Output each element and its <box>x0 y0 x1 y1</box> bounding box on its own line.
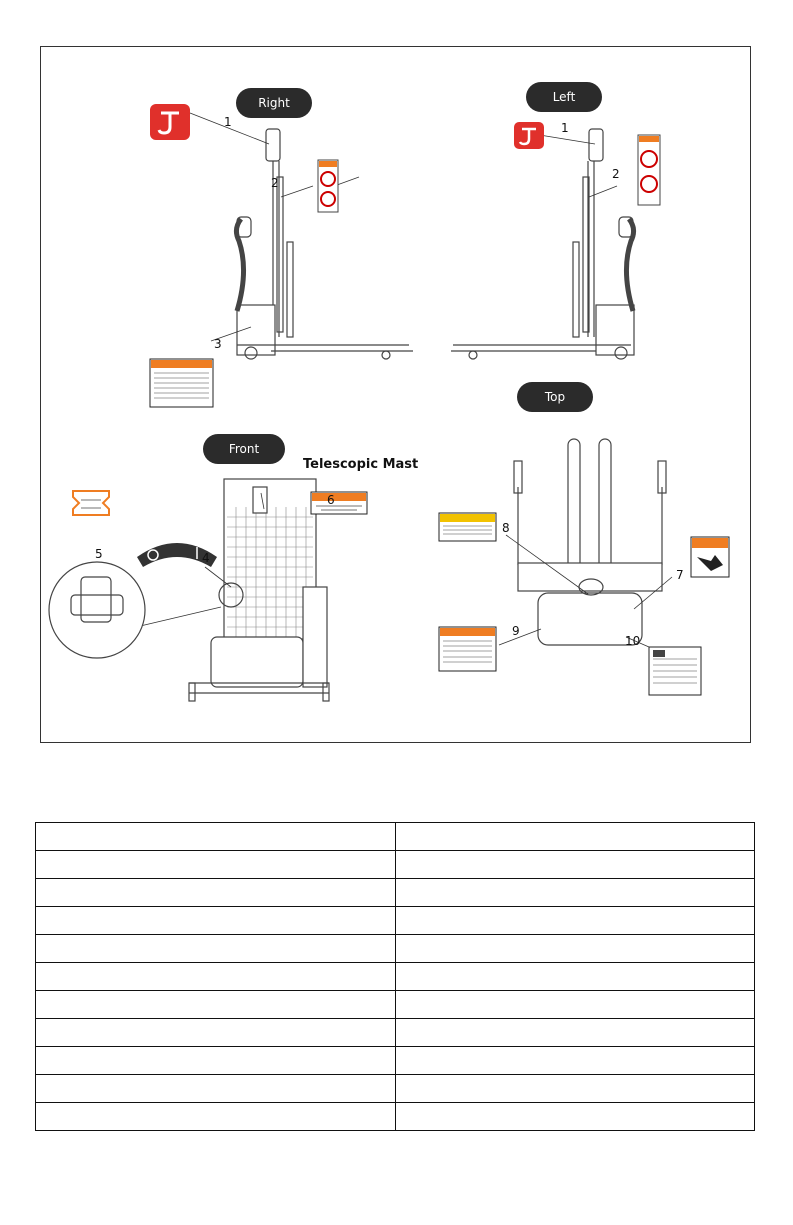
charging-indicator-icon <box>439 627 496 671</box>
hook-icon <box>150 104 190 140</box>
view-label-top: Top <box>517 382 593 412</box>
table-cell-left <box>36 879 396 907</box>
stacker-drawing <box>41 47 752 744</box>
callout-number: 2 <box>271 176 279 190</box>
callout-number: 1 <box>561 121 569 135</box>
callout-number: 9 <box>512 624 520 638</box>
mast-caption: Telescopic Mast <box>303 457 419 472</box>
decal-location-figure <box>40 46 751 743</box>
view-label-front: Front <box>203 434 285 464</box>
table-row <box>36 907 755 935</box>
table-cell-left <box>36 823 396 851</box>
table-cell-right <box>395 1047 755 1075</box>
callout-number: 4 <box>202 551 210 565</box>
table-row <box>36 935 755 963</box>
table-cell-right <box>395 1103 755 1131</box>
table-row <box>36 1047 755 1075</box>
decal-legend-table <box>35 822 755 1131</box>
view-label-left: Left <box>526 82 602 112</box>
table-cell-right <box>395 991 755 1019</box>
table-cell-left <box>36 935 396 963</box>
callout-number: 5 <box>95 547 103 561</box>
callout-number: 8 <box>502 521 510 535</box>
table-cell-right <box>395 907 755 935</box>
table-cell-right <box>395 1075 755 1103</box>
caution-label-icon <box>439 513 496 541</box>
table-cell-left <box>36 1103 396 1131</box>
table-cell-left <box>36 907 396 935</box>
warning-label-icon <box>311 492 367 514</box>
left-view-stacker <box>451 129 634 359</box>
callout-number: 3 <box>214 337 222 351</box>
table-cell-right <box>395 823 755 851</box>
emergency-stop-decal <box>73 491 109 515</box>
table-cell-right <box>395 879 755 907</box>
table-cell-right <box>395 935 755 963</box>
table-row <box>36 851 755 879</box>
hook-icon <box>514 122 544 149</box>
table-cell-right <box>395 1019 755 1047</box>
top-view-stacker <box>514 439 666 645</box>
callout-number: 7 <box>676 568 684 582</box>
table-row <box>36 1103 755 1131</box>
callout-number: 2 <box>612 167 620 181</box>
hand-crush-icon <box>691 537 729 577</box>
warning-label-icon <box>150 359 213 407</box>
table-cell-right <box>395 963 755 991</box>
table-cell-left <box>36 963 396 991</box>
table-row <box>36 823 755 851</box>
table-cell-left <box>36 851 396 879</box>
prohibition-decal <box>638 135 660 205</box>
table-row <box>36 991 755 1019</box>
table-row <box>36 1075 755 1103</box>
callout-number: 1 <box>224 115 232 129</box>
prohibition-decal <box>318 160 338 212</box>
specification-plate-icon <box>649 647 701 695</box>
table-cell-right <box>395 851 755 879</box>
table-row <box>36 879 755 907</box>
view-label-right: Right <box>236 88 312 118</box>
callout-number: 6 <box>327 493 335 507</box>
front-view-stacker <box>189 479 329 701</box>
callout-number: 10 <box>625 634 641 648</box>
table-cell-left <box>36 991 396 1019</box>
table-cell-left <box>36 1047 396 1075</box>
table-cell-left <box>36 1019 396 1047</box>
table-row <box>36 1019 755 1047</box>
table-row <box>36 963 755 991</box>
table-cell-left <box>36 1075 396 1103</box>
